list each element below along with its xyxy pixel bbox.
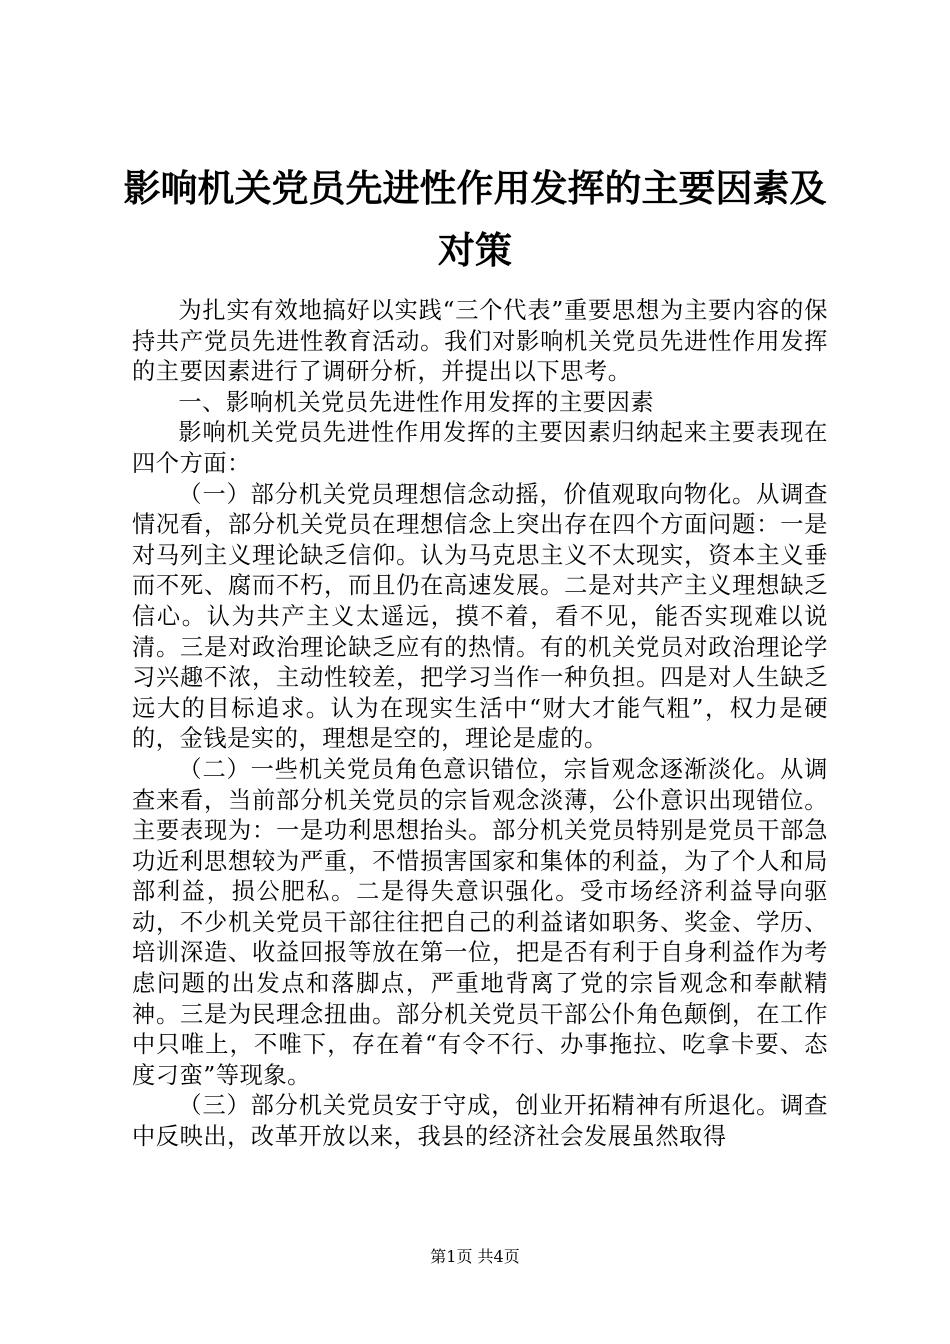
paragraph-intro: 为扎实有效地搞好以实践“三个代表”重要思想为主要内容的保持共产党员先进性教育活动。我们对影响机关党员先进性作用发挥的主要因素进行了调研分析，并提出以下思考。 [132, 297, 828, 386]
paragraph-summary: 影响机关党员先进性作用发挥的主要因素归纳起来主要表现在四个方面： [132, 419, 828, 477]
paragraph-point-1: （一）部分机关党员理想信念动摇，价值观取向物化。从调查情况看，部分机关党员在理想信念上突出存在四个方面问题：一是对马列主义理论缺乏信仰。认为马克思主义不太现实，资本主义垂而不死、腐而不朽，而且仍在高速发展。二是对共产主义理想缺乏信心。认为共产主义太遥远，摸不着，看不见，能否实现难以说清。三是对政治理论缺乏应有的热情。有的机关党员对政治理论学习兴趣不浓，主动性较差，把学习当作一种负担。四是对人生缺乏远大的目标追求。认为在现实生活中“财大才能气粗”，权力是硬的，金钱是实的，理想是空的，理论是虚的。 [132, 480, 828, 753]
paragraph-point-2: （二）一些机关党员角色意识错位，宗旨观念逐渐淡化。从调查来看，当前部分机关党员的宗旨观念淡薄，公仆意识出现错位。主要表现为：一是功利思想抬头。部分机关党员特别是党员干部急功近利思想较为严重，不惜损害国家和集体的利益，为了个人和局部利益，损公肥私。二是得失意识强化。受市场经济利益导向驱动，不少机关党员干部往往把自己的利益诸如职务、奖金、学历、培训深造、收益回报等放在第一位，把是否有利于自身利益作为考虑问题的出发点和落脚点，严重地背离了党的宗旨观念和奉献精神。三是为民理念扭曲。部分机关党员干部公仆角色颠倒，在工作中只唯上，不唯下，存在着“有令不行、办事拖拉、吃拿卡要、态度刁蛮”等现象。 [132, 755, 828, 1089]
document-title: 影响机关党员先进性作用发挥的主要因素及对策 [123, 167, 827, 272]
section-heading: 一、影响机关党员先进性作用发挥的主要因素 [178, 388, 655, 416]
page-footer: 第1页 共4页 [430, 1247, 520, 1266]
document-body [132, 296, 828, 1153]
paragraph-point-3: （三）部分机关党员安于守成，创业开拓精神有所退化。调查中反映出，改革开放以来，我县的经济社会发展虽然取得 [132, 1092, 828, 1151]
